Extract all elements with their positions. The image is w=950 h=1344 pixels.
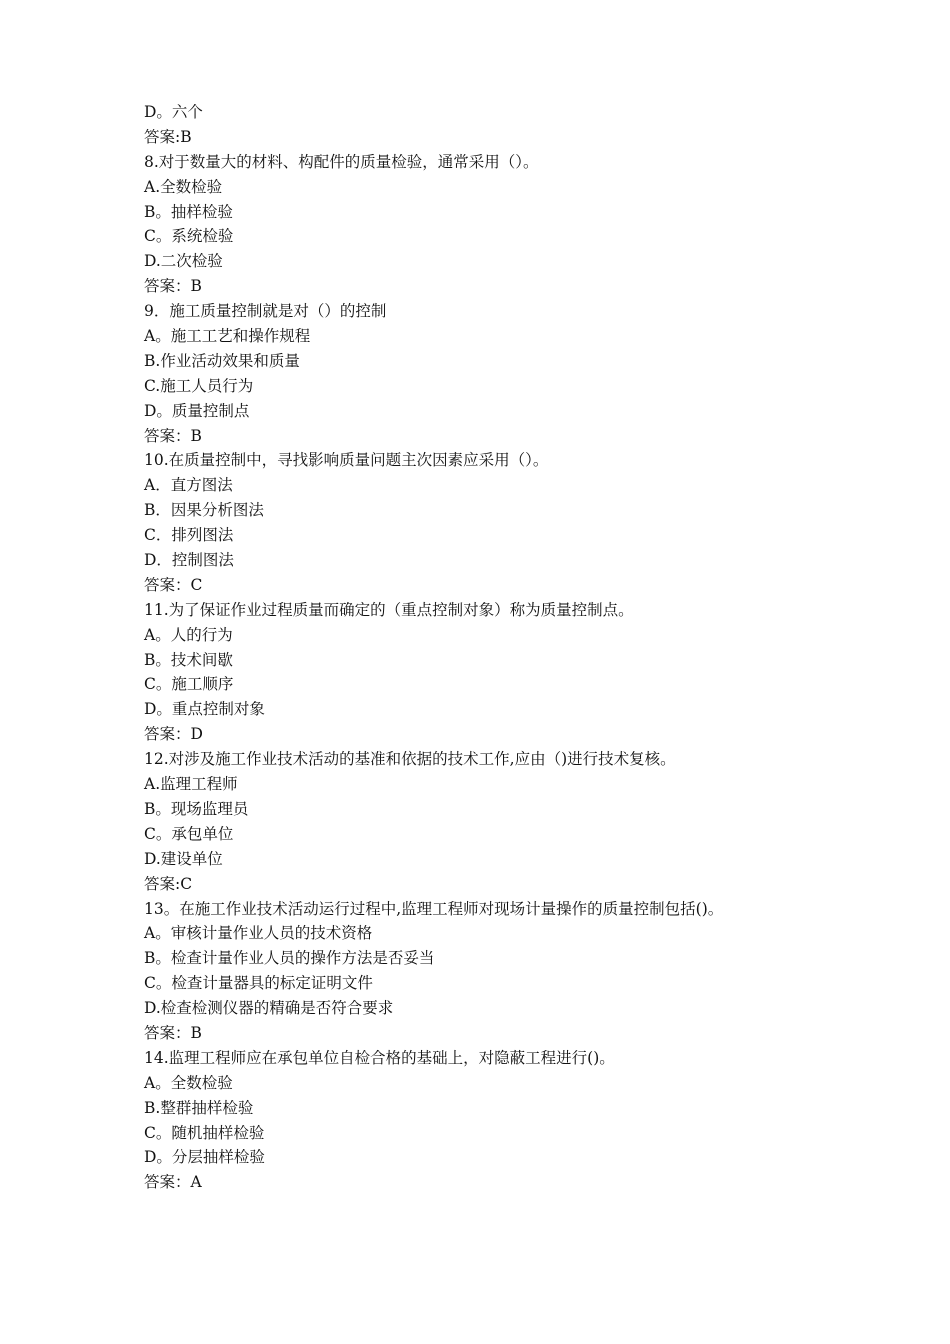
option-q10-b: B．因果分析图法 <box>144 501 264 520</box>
answer-q10: 答案：C <box>144 575 203 594</box>
question-8: 8.对于数量大的材料、构配件的质量检验，通常采用（）。 <box>144 152 539 171</box>
question-13: 13。在施工作业技术活动运行过程中,监理工程师对现场计量操作的质量控制包括()。 <box>144 899 724 918</box>
answer-q11: 答案：D <box>144 725 203 744</box>
document-page <box>144 100 844 1195</box>
question-11: 11.为了保证作业过程质量而确定的（重点控制对象）称为质量控制点。 <box>144 600 634 619</box>
option-q12-d: D.建设单位 <box>144 849 223 868</box>
option-q7-d: D。六个 <box>144 103 203 121</box>
answer-q7: 答案:B <box>144 127 192 146</box>
option-q9-a: A。施工工艺和操作规程 <box>144 327 311 346</box>
option-q14-b: B.整群抽样检验 <box>144 1098 254 1117</box>
option-q12-c: C。承包单位 <box>144 824 234 843</box>
option-q10-d: D．控制图法 <box>144 551 234 570</box>
question-9: 9．施工质量控制就是对（）的控制 <box>144 302 387 321</box>
answer-q9: 答案：B <box>144 426 202 445</box>
option-q11-c: C。施工顺序 <box>144 675 234 694</box>
option-q9-c: C.施工人员行为 <box>144 376 254 395</box>
option-q10-a: A．直方图法 <box>144 476 233 495</box>
option-q10-c: C．排列图法 <box>144 526 234 545</box>
option-q8-d: D.二次检验 <box>144 252 223 271</box>
option-q11-b: B。技术间歇 <box>144 650 233 669</box>
option-q9-b: B.作业活动效果和质量 <box>144 351 300 370</box>
option-q11-d: D。重点控制对象 <box>144 700 265 719</box>
option-q14-a: A。全数检验 <box>144 1073 233 1092</box>
option-q8-a: A.全数检验 <box>144 177 223 196</box>
answer-q14: 答案：A <box>144 1173 202 1192</box>
question-14: 14.监理工程师应在承包单位自检合格的基础上，对隐蔽工程进行()。 <box>144 1048 615 1067</box>
option-q13-b: B。检查计量作业人员的操作方法是否妥当 <box>144 949 435 968</box>
option-q13-c: C。检查计量器具的标定证明文件 <box>144 974 373 993</box>
option-q9-d: D。质量控制点 <box>144 401 250 420</box>
answer-q12: 答案:C <box>144 874 193 893</box>
answer-q13: 答案：B <box>144 1023 202 1042</box>
option-q14-c: C。随机抽样检验 <box>144 1123 265 1142</box>
question-10: 10.在质量控制中，寻找影响质量问题主次因素应采用（）。 <box>144 451 549 470</box>
option-q8-b: B。抽样检验 <box>144 202 233 221</box>
answer-q8: 答案：B <box>144 277 202 296</box>
option-q14-d: D。分层抽样检验 <box>144 1148 265 1167</box>
option-q12-a: A.监理工程师 <box>144 775 238 794</box>
option-q13-a: A。审核计量作业人员的技术资格 <box>144 924 373 943</box>
option-q11-a: A。人的行为 <box>144 625 233 644</box>
question-12: 12.对涉及施工作业技术活动的基准和依据的技术工作,应由（)进行技术复核。 <box>144 750 676 769</box>
option-q12-b: B。现场监理员 <box>144 799 249 818</box>
option-q13-d: D.检查检测仪器的精确是否符合要求 <box>144 999 394 1018</box>
option-q8-c: C。系统检验 <box>144 227 234 246</box>
